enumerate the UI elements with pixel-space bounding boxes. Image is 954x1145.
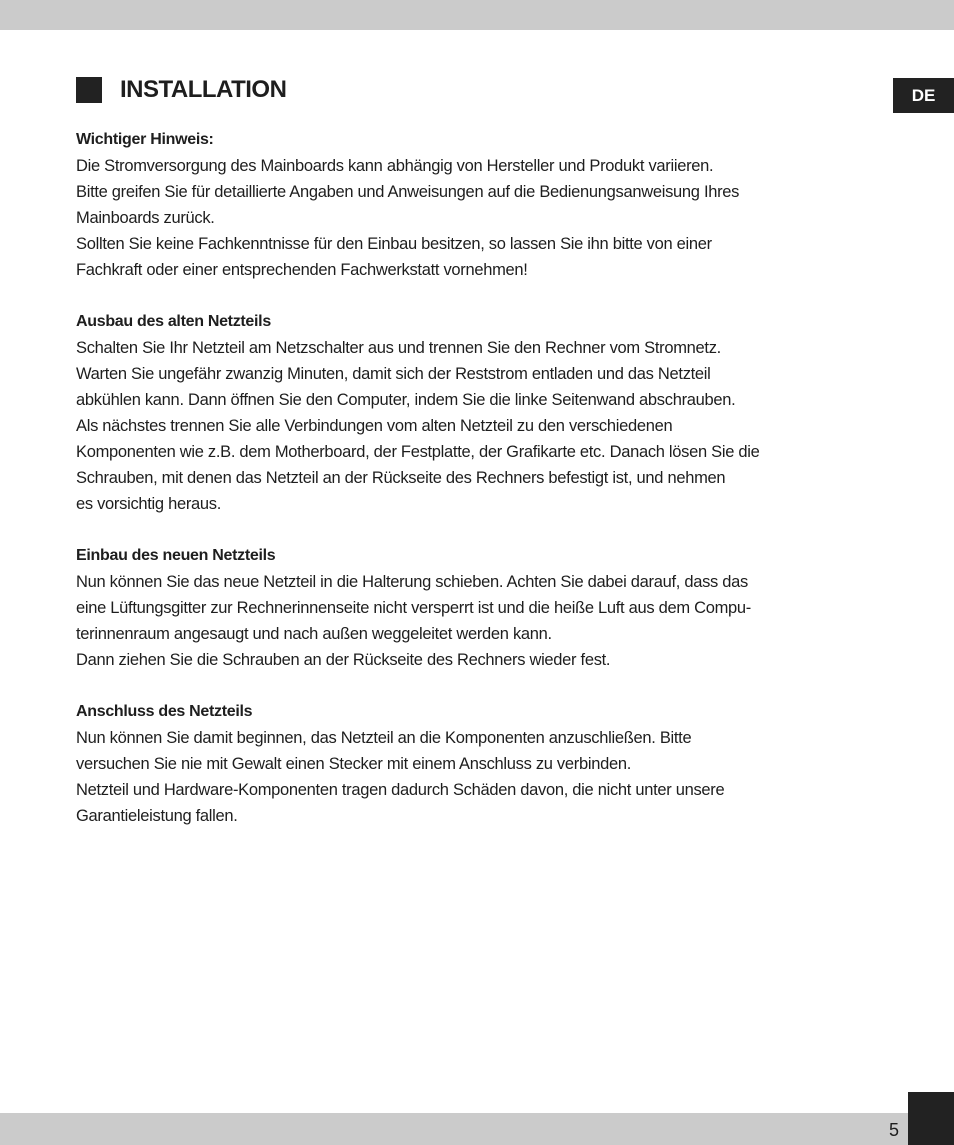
paragraph-line: Bitte greifen Sie für detaillierte Angaben und Anweisungen auf die Bedienungsanweisung Ihres: [76, 183, 740, 201]
paragraph-line: Die Stromversorgung des Mainboards kann abhängig von Hersteller und Produkt variieren.: [76, 157, 714, 175]
bottom-band: [0, 1113, 954, 1145]
paragraph-line: Als nächstes trennen Sie alle Verbindungen vom alten Netzteil zu den verschiedenen: [76, 417, 673, 435]
document-body: [76, 127, 876, 855]
section-title: Einbau des neuen Netzteils: [76, 547, 276, 564]
paragraph-line: versuchen Sie nie mit Gewalt einen Stecker mit einem Anschluss zu verbinden.: [76, 755, 631, 773]
section-install-new-psu: [76, 543, 876, 673]
page-number: 5: [888, 1120, 899, 1140]
paragraph-line: Fachkraft oder einer entsprechenden Fachwerkstatt vornehmen!: [76, 261, 528, 279]
heading-square-icon: [76, 77, 102, 103]
top-band: [0, 0, 954, 30]
paragraph-line: Nun können Sie damit beginnen, das Netzteil an die Komponenten anzuschließen. Bitte: [76, 729, 692, 747]
page-title: INSTALLATION: [120, 76, 287, 103]
paragraph-line: abkühlen kann. Dann öffnen Sie den Computer, indem Sie die linke Seitenwand abschrauben.: [76, 391, 736, 409]
paragraph-line: Netzteil und Hardware-Komponenten tragen dadurch Schäden davon, die nicht unter unsere: [76, 781, 725, 799]
section-title: Ausbau des alten Netzteils: [76, 313, 271, 330]
paragraph-line: terinnenraum angesaugt und nach außen weggeleitet werden kann.: [76, 625, 552, 643]
paragraph-line: es vorsichtig heraus.: [76, 495, 222, 513]
paragraph-line: Mainboards zurück.: [76, 209, 215, 227]
language-tab: DE: [893, 78, 954, 113]
paragraph-line: Warten Sie ungefähr zwanzig Minuten, damit sich der Reststrom entladen und das Netzteil: [76, 365, 711, 383]
paragraph-line: Dann ziehen Sie die Schrauben an der Rückseite des Rechners wieder fest.: [76, 651, 611, 669]
paragraph-line: Sollten Sie keine Fachkenntnisse für den Einbau besitzen, so lassen Sie ihn bitte von einer: [76, 235, 712, 253]
section-connect-psu: [76, 699, 876, 829]
section-title: Wichtiger Hinweis:: [76, 131, 214, 148]
paragraph-line: Garantieleistung fallen.: [76, 807, 238, 825]
paragraph-line: eine Lüftungsgitter zur Rechnerinnenseite nicht versperrt ist und die heiße Luft aus dem Compu-: [76, 599, 751, 617]
page-marker-block: [908, 1092, 954, 1145]
paragraph-line: Schrauben, mit denen das Netzteil an der Rückseite des Rechners befestigt ist, und nehmen: [76, 469, 726, 487]
section-title: Anschluss des Netzteils: [76, 703, 253, 720]
paragraph-line: Nun können Sie das neue Netzteil in die Halterung schieben. Achten Sie dabei darauf, dass das: [76, 573, 748, 591]
section-remove-old-psu: [76, 309, 876, 517]
paragraph-line: Komponenten wie z.B. dem Motherboard, der Festplatte, der Grafikarte etc. Danach lösen Sie die: [76, 443, 760, 461]
paragraph-line: Schalten Sie Ihr Netzteil am Netzschalter aus und trennen Sie den Rechner vom Stromnetz.: [76, 339, 721, 357]
section-important-notice: [76, 127, 876, 283]
